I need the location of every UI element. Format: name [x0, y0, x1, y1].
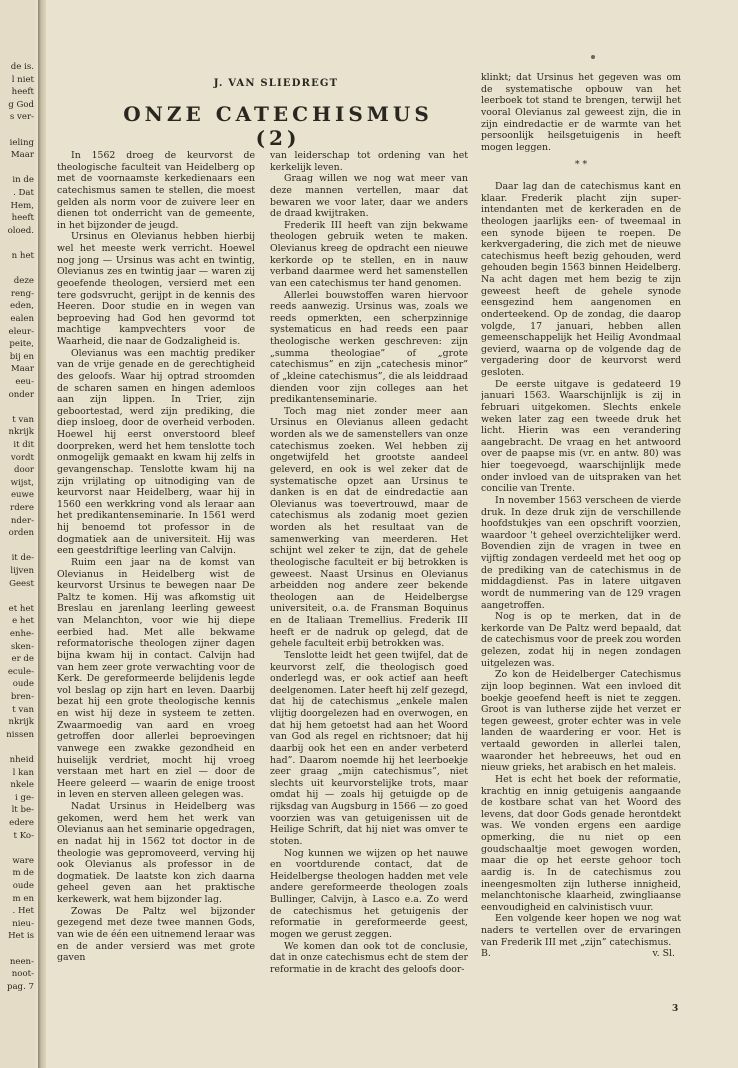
- prev-page-fragment: nheid: [9, 755, 34, 765]
- prev-page-fragment: nissen: [6, 729, 34, 740]
- prev-page-fragment: nkele: [10, 780, 34, 791]
- prev-page-fragment: m de: [12, 868, 34, 879]
- prev-page-fragment: ieling: [9, 137, 34, 148]
- article-title: ONZE CATECHISMUS (2): [123, 102, 433, 150]
- prev-page-fragment: noot-: [11, 969, 34, 980]
- prev-page-fragment: lijven: [10, 566, 34, 576]
- prev-page-fragment: Het is: [8, 931, 34, 942]
- prev-page-fragment: heeft: [11, 213, 34, 224]
- prev-page-fragment: bren-: [10, 692, 34, 702]
- prev-page-fragment: g God: [8, 99, 34, 110]
- paragraph: De eerste uitgave is gedateerd 19 januari 1563. Waarschijnlijk is zij in februari uitgekomen. Slechts enkele weken later zag een tweede druk het licht. Hierin was een verandering aangebracht. De vraag en het antwoord over de paapse mis (vr. en antw. 80) was hier toegevoegd, waarschijnlijk mede onder invloed van de uitspraken van het concilie van Trente.: [481, 378, 681, 495]
- prev-page-fragment: neen-: [9, 956, 34, 967]
- prev-page-fragment: et het: [8, 603, 34, 614]
- prev-page-fragment: onder: [8, 389, 34, 400]
- prev-page-fragment: eden,: [10, 301, 34, 312]
- prev-page-fragment: oloed.: [7, 225, 34, 236]
- paragraph: In november 1563 verscheen de vierde druk. In deze druk zijn de verschillende hoofdstukjes van een opschrift voorzien, waardoor 't geheel overzichtelijker werd. Bovendien zijn de vragen in twee en vijftig zondagen verdeeld met het oog op de prediking van de catechismus in de middagdienst. Pas in latere uitgaven wordt de nummering van de 129 vragen aangetroffen.: [481, 494, 681, 611]
- article-author: J. VAN SLIEDREGT: [213, 78, 339, 89]
- paragraph: Ursinus en Olevianus hebben hierbij wel het meeste werk verricht. Hoewel nog jong — Ursinus was acht en twintig, Olevianus zes en twintig jaar — waren zij geoefende theologen, versierd met een tere godsvrucht, gerijpt in de kennis des Heeren. Door studie en in wegen van beproeving had God hen gevormd tot machtige kampvechters voor de Waarheid, die naar de Godzaligheid is.: [57, 231, 255, 347]
- prev-page-fragment: ware: [12, 855, 34, 866]
- prev-page-fragment: it dit: [13, 440, 34, 450]
- prev-page-fragment: it de-: [11, 553, 34, 564]
- paragraph: Tenslotte leidt het geen twijfel, dat de keurvorst zelf, die theologisch goed onderlegd was, er ook actief aan heeft deelgenomen. Later heeft hij zelf gezegd, dat hij de catechismus „enkele malen vlijtig doorgelezen had en overwogen, en dat hij hem getoetst had aan het Woord van God als regel en richtsnoer; dat hij daarbij ook het een en ander verbeterd had”. Daarom noemde hij het leerboekje zeer graag „mijn catechismus”, niet slechts uit keurvorstelijke trots, maar omdat hij — zoals hij getuigde op de rijksdag van Augsburg in 1566 — zo goed voorzien was van getuigenissen uit de Heilige Schrift, dat hij niet was omver te stoten.: [270, 649, 468, 847]
- prev-page-fragment: sken-: [10, 641, 34, 652]
- prev-page-fragment: reng-: [10, 288, 34, 299]
- prev-page-fragment: m en: [12, 893, 34, 904]
- prev-page-fragment: Maar: [10, 150, 34, 161]
- prev-page-fragment: nkrijk: [8, 717, 34, 728]
- prev-page-fragment: t van: [12, 414, 34, 425]
- prev-page-fragment: wijst,: [10, 477, 34, 488]
- page-gutter: [38, 0, 46, 1068]
- paragraph: Toch mag niet zonder meer aan Ursinus en Olevianus alleen gedacht worden als we de samenstellers van onze catechismus zoeken. Wel hebben zij ongetwijfeld het grootste aandeel geleverd, en ook is wel zeker dat de systematische opzet aan Ursinus te danken is en dat de eindredactie aan Olevianus was toevertrouwd, maar de catechismus als zodanig moet gezien worden als het resultaat van de samenwerking van meerderen. Het schijnt wel zeker te zijn, dat de gehele theologische faculteit er bij betrokken is geweest. Naast Ursinus en Olevianus arbeidden nog andere zeer bekende theologen aan de Heidelbergse universiteit, o.a. de Fransman Boquinus en de Italiaan Tremellius. Frederik III heeft er de nadruk op gelegd, dat de gehele faculteit erbij betrokken was.: [270, 405, 468, 650]
- prev-page-fragment: t van: [12, 704, 34, 715]
- paragraph: We komen dan ook tot de conclusie, dat in onze catechismus echt de stem der reformatie in de kracht des geloofs door-: [270, 940, 468, 975]
- paragraph: Zowas De Paltz wel bijzonder gezegend met deze twee mannen Gods, van wie de één een uitnemend leraar was en de ander versierd was met grote gaven: [57, 905, 255, 964]
- signoff-initial: B.: [481, 948, 491, 960]
- prev-page-fragment: Geest: [9, 578, 34, 589]
- prev-page-fragment: ealen: [10, 314, 34, 324]
- paragraph: Nog is op te merken, dat in de kerkorde van De Paltz werd bepaald, dat de catechismus voor de preek zou worden gelezen, zodat hij in negen zondagen uitgelezen was.: [481, 611, 681, 669]
- prev-page-fragment: heeft: [11, 87, 34, 98]
- prev-page-fragment: door: [14, 465, 34, 476]
- prev-page-fragment: t Ko-: [13, 830, 34, 841]
- prev-page-fragment: orden: [8, 528, 34, 539]
- paragraph: Zo kon de Heidelberger Catechismus zijn loop beginnen. Wat een invloed dit boekje geoefend heeft is niet te zeggen. Groot is van lutherse zijde het verzet er tegen geweest, groter echter was in vele landen de waardering er voor. Het is vertaald geworden in allerlei talen, waaronder het hebreeuws, het oud en nieuw grieks, het arabisch en het maleis.: [481, 669, 681, 774]
- prev-page-fragment: rdere: [10, 503, 34, 513]
- paragraph: Graag willen we nog wat meer van deze mannen vertellen, maar dat bewaren we voor later, daar we anders de draad kwijtraken.: [270, 173, 468, 220]
- paragraph: Daar lag dan de catechismus kant en klaar. Frederik placht zijn super-intendanten met de kerkeraden en de theologen jaarlijks een- of tweemaal in een synode bijeen te roepen. De kerkvergadering, die zich met de nieuwe catechismus heeft bezig gehouden, werd gehouden begin 1563 binnen Heidelberg. Na acht dagen met hem bezig te zijn geweest heeft de gehele synode eensgezind hem aangenomen en onderteekend. Op de zondag, die daarop volgde, 17 januari, hebben allen gemeenschappelijk het Heilig Avondmaal gevierd, waarna op de volgende dag de vergadering door de keurvorst werd gesloten.: [481, 181, 681, 378]
- article-column-3: [481, 72, 681, 1002]
- paragraph: Nadat Ursinus in Heidelberg was gekomen, werd hem het werk van Olevianus aan het seminarie opgedragen, en nadat hij in 1562 tot doctor in de theologie was gepromoveerd, verving hij ook Olevianus als professor in de dogmatiek. De laatste kon zich daarna geheel geven aan het praktische kerkewerk, wat hem bijzonder lag.: [57, 801, 255, 905]
- prev-page-fragment: . Het: [12, 906, 34, 917]
- prev-page-fragment: nkrijk: [8, 427, 34, 438]
- prev-page-fragment: e het: [12, 616, 34, 627]
- signoff-author: v. Sl.: [652, 948, 675, 960]
- ink-dot: [591, 55, 595, 59]
- paragraph: Olevianus was een machtig prediker van de vrije genade en de gerechtigheid des geloofs. Waar hij optrad stroomden de scharen samen en hingen ademloos aan zijn lippen. In Trier, zijn geboortestad, werd zijn prediking, die diep insloeg, door de overheid verboden. Hoewel hij eerst onverstoord bleef doorpreken, werd het hem tenslotte toch onmogelijk gemaakt en kwam hij zelfs in gevangenschap. Tenslotte kwam hij na zijn vrijlating op uitnodiging van de keurvorst naar Heidelberg, waar hij in 1560 een werkkring vond als leraar aan het predikantenseminarie. In 1561 werd hij benoemd tot professor in de dogmatiek aan de universiteit. Hij was een geestdriftige leerling van Calvijn.: [57, 347, 255, 557]
- prev-page-fragment: er de: [11, 654, 34, 665]
- prev-page-fragment: pag. 7: [6, 981, 34, 992]
- prev-page-fragment: eleur-: [8, 326, 34, 337]
- prev-page-fragment: bij en: [9, 351, 34, 362]
- paragraph: van leiderschap tot ordening van het kerkelijk leven.: [270, 150, 468, 173]
- prev-page-fragment: oude: [12, 881, 34, 891]
- paragraph: Nog kunnen we wijzen op het nauwe en voortdurende contact, dat de Heidelbergse theologen hadden met vele andere gereformeerde theologen zoals Bullinger, Calvijn, à Lasco e.a. Zo werd de catechismus het getuigenis der reformatie in gereformeerde geest, mogen we gerust zeggen.: [270, 847, 468, 940]
- article-column-2: [270, 150, 468, 990]
- prev-page-fragment: s ver-: [9, 112, 34, 123]
- prev-page-fragment: peite,: [9, 339, 34, 350]
- prev-page-fragment: Maar: [10, 364, 34, 375]
- prev-page-fragment: l niet: [11, 74, 34, 85]
- paragraph: In 1562 droeg de keurvorst de theologische faculteit van Heidelberg op met de voornaamste kerkedienaars een catechismus samen te stellen, die moest gelden als norm voor de zuivere leer en dienen tot onderricht van de gemeente, in het bijzonder de jeugd.: [57, 150, 255, 231]
- article-column-1: [57, 150, 255, 990]
- prev-page-fragment: l kan: [12, 767, 34, 778]
- prev-page-fragment: i ge-: [15, 792, 34, 803]
- prev-page-fragment: de is.: [10, 62, 34, 72]
- page-number: 3: [672, 1004, 679, 1014]
- prev-page-fragment: enhe-: [9, 629, 34, 639]
- prev-page-fragment: oude: [12, 679, 34, 690]
- prev-page-fragment: . Dat: [13, 188, 34, 198]
- article-signoff: [481, 948, 681, 960]
- prev-page-fragment: eeu-: [15, 377, 34, 387]
- prev-page-fragment: euwe: [10, 490, 34, 501]
- previous-page-edge: [0, 0, 36, 1068]
- prev-page-fragment: Hem,: [10, 200, 34, 211]
- paragraph: Allerlei bouwstoffen waren hiervoor reeds aanwezig. Ursinus was, zoals we reeds opmerkten, een scherpzinnige systematicus en had reeds een paar theologische werken geschreven: zijn „summa theologiae” of „grote catechismus” en zijn „catechesis minor” of „kleine catechismus”, die als leiddraad dienden voor zijn colleges aan het predikantenseminarie.: [270, 289, 468, 406]
- prev-page-fragment: nder-: [10, 515, 34, 526]
- prev-page-fragment: vordt: [10, 452, 34, 463]
- paragraph: Het is echt het boek der reformatie, krachtig en innig getuigenis aangaande de kostbare schat van het Woord des levens, dat door Gods genade herontdekt was. We vonden ergens een aardige opmerking, die nu niet op een goudschaaltje moet gewogen worden, maar die op het eerste gehoor toch aardig is. In de catechismus zou ineengesmolten zijn lutherse innigheid, melanchtonische klaarheid, zwingliaanse eenvoudigheid en calvinistisch vuur.: [481, 773, 681, 913]
- prev-page-fragment: n het: [11, 251, 34, 261]
- paragraph: Frederik III heeft van zijn bekwame theologen gebruik weten te maken. Olevianus kreeg de opdracht een nieuwe kerkorde op te stellen, en in nauw verband daarmee werd het samenstellen van een catechismus ter hand genomen.: [270, 219, 468, 289]
- paragraph: klinkt; dat Ursinus het gegeven was om de systematische opbouw van het leerboek tot stand te brengen, terwijl het vooral Olevianus zal geweest zijn, die in zijn eindredactie er de warmte van het persoonlijk heilsgetuigenis in heeft mogen leggen.: [481, 72, 681, 153]
- section-break-stars: * *: [574, 159, 588, 171]
- paragraph: Een volgende keer hopen we nog wat naders te vertellen over de ervaringen van Frederik III met „zijn” catechismus.: [481, 913, 681, 948]
- prev-page-fragment: edere: [9, 818, 34, 828]
- prev-page-fragment: in de: [12, 175, 34, 186]
- prev-page-fragment: ecule-: [7, 666, 34, 677]
- prev-page-fragment: nieu-: [12, 918, 34, 929]
- prev-page-fragment: lt be-: [11, 805, 34, 816]
- paragraph: Ruim een jaar na de komst van Olevianus in Heidelberg wist de keurvorst Ursinus te bewegen naar De Paltz te komen. Hij was afkomstig uit Breslau en jarenlang leerling geweest van Melanchton, voor wie hij diepe eerbied had. Met alle bekwame reformatorische theologen zijner dagen bijna kwam hij in contact. Calvijn had van hem zeer grote verwachting voor de Kerk. De gereformeerde belijdenis legde vol beslag op zijn hart en leven. Daarbij bezat hij een grote theologische kennis en wist hij deze in systeem te zetten. Zwaarmoedig van aard en vroeg getroffen door allerlei beproevingen vanwege een zwakke gezondheid en huiselijk verdriet, mocht hij vroeg verstaan met hart en ziel — door de Heere geleerd — waarin de enige troost in leven en sterven alleen gelegen was.: [57, 556, 255, 801]
- prev-page-fragment: deze: [13, 276, 34, 287]
